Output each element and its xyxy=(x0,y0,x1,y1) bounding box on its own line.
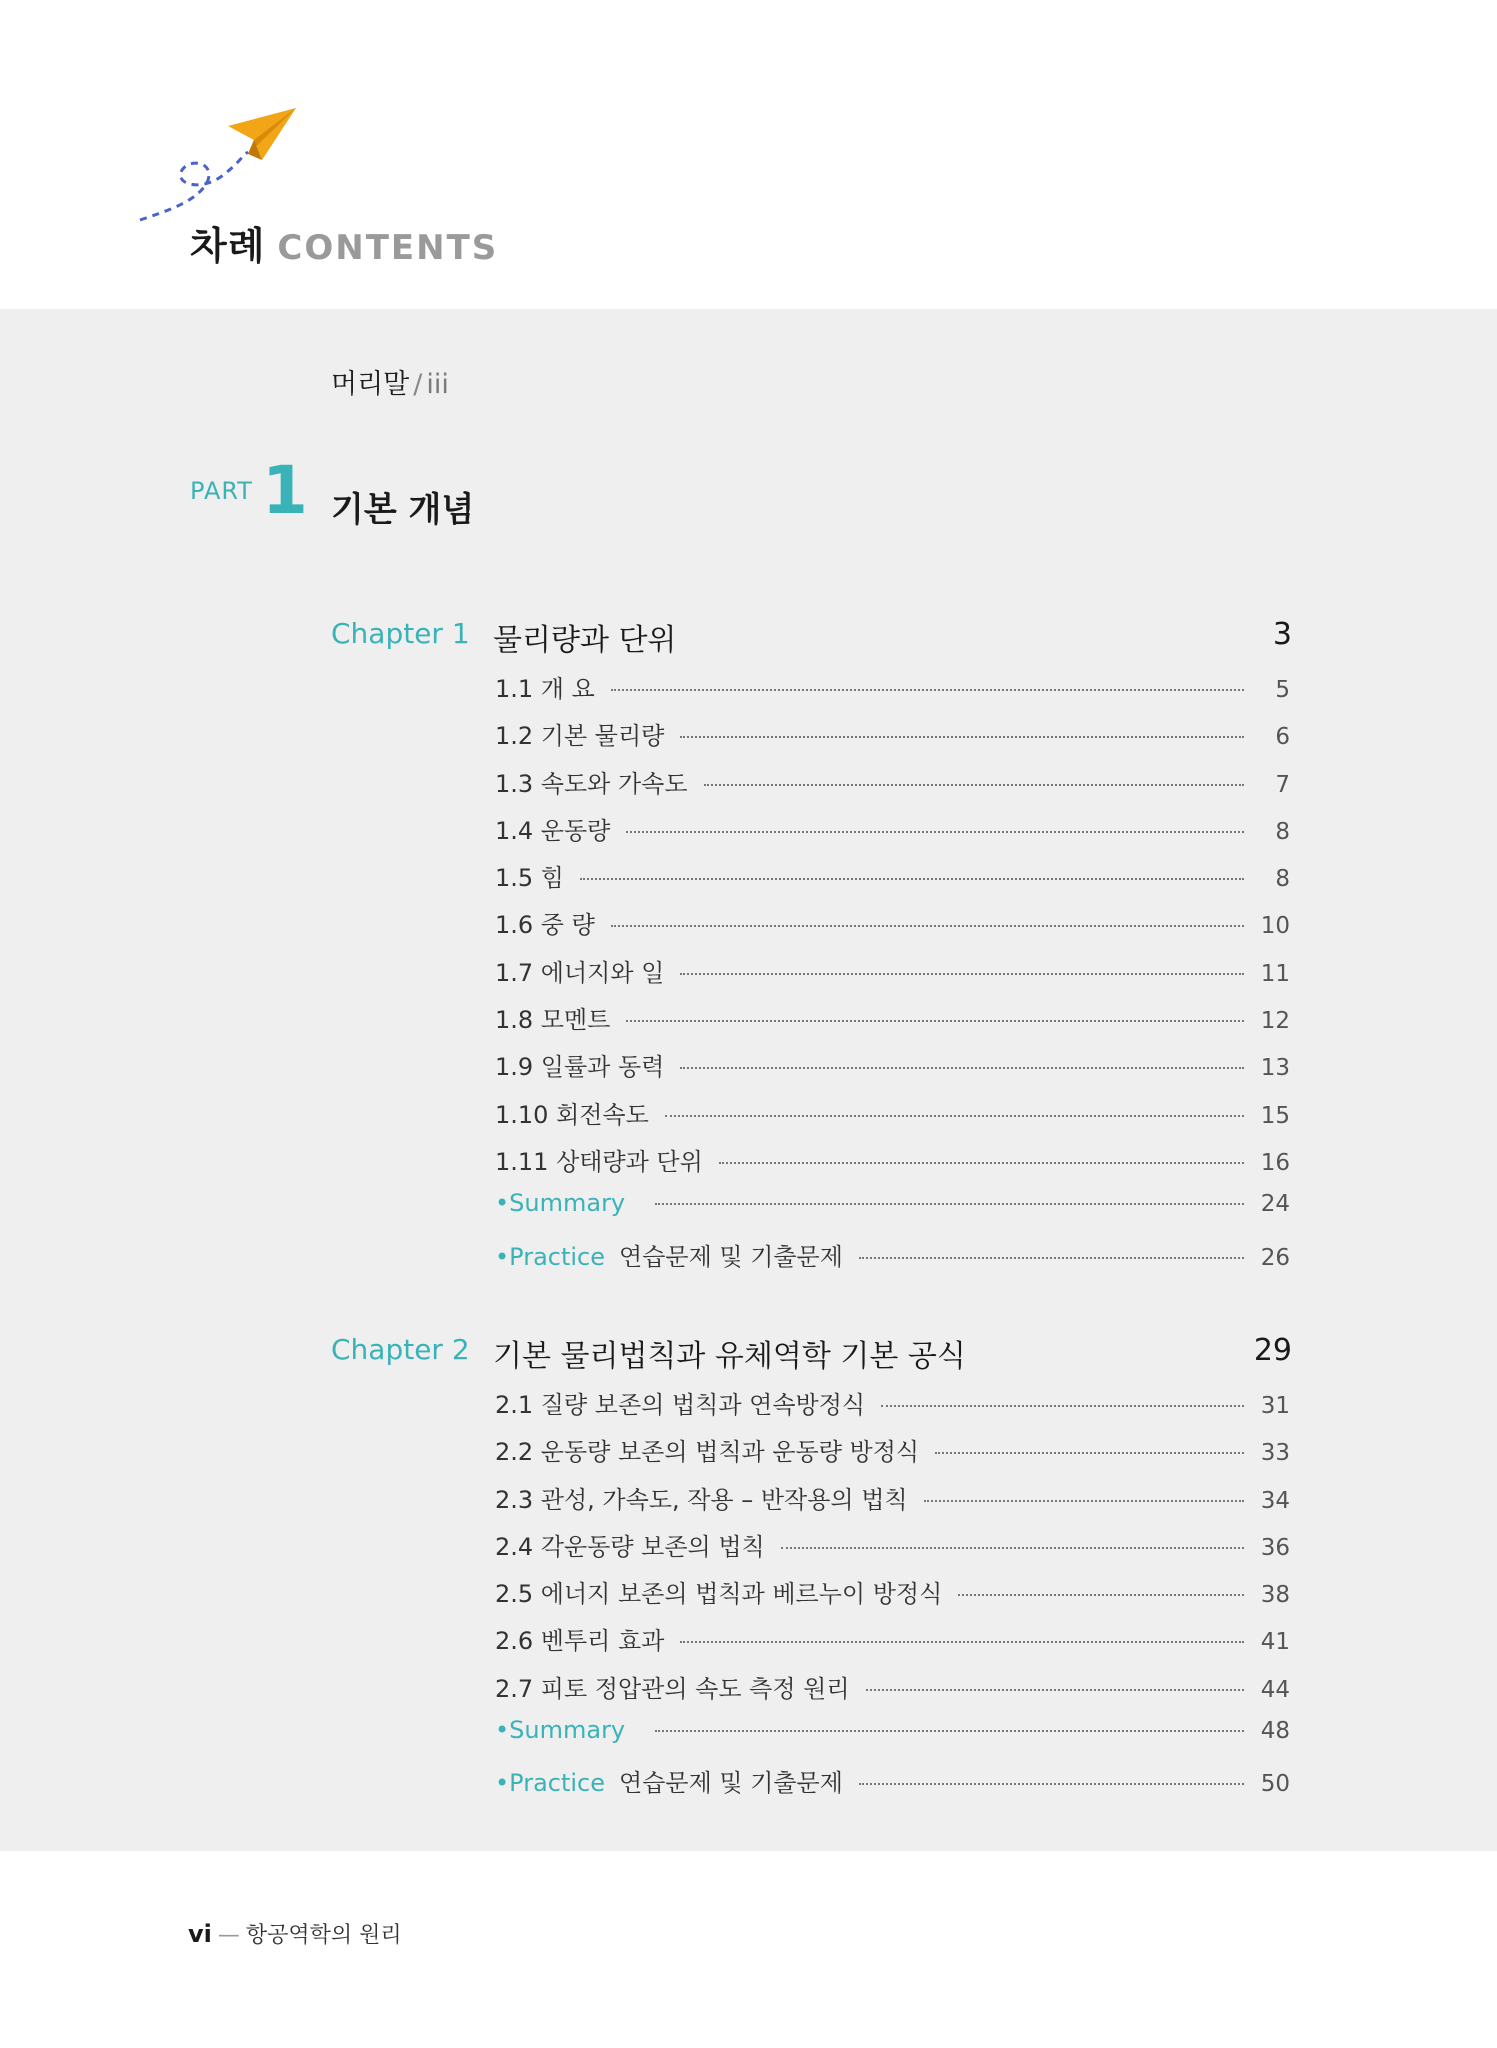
toc-page: 10 xyxy=(1260,913,1290,940)
toc-entry xyxy=(495,1047,664,1082)
toc-page: 8 xyxy=(1275,818,1290,845)
toc-entry xyxy=(495,764,688,799)
toc-row[interactable] xyxy=(495,1527,1290,1574)
toc-entry xyxy=(495,858,564,893)
toc-text: 2.3 관성, 가속도, 작용 – 반작용의 법칙 xyxy=(495,1485,908,1514)
toc-row[interactable] xyxy=(495,1669,1290,1716)
toc-text: 연습문제 및 기출문제 xyxy=(619,1769,843,1798)
toc-row[interactable] xyxy=(495,1237,1290,1284)
chapter-label: Chapter 1 xyxy=(331,617,470,650)
preface-label: 머리말 xyxy=(331,369,410,400)
toc-text: 연습문제 및 기출문제 xyxy=(619,1242,843,1271)
bullet-icon: • xyxy=(495,1716,510,1745)
toc-row[interactable] xyxy=(495,858,1290,905)
toc-text: 1.8 모멘트 xyxy=(495,1006,611,1035)
toc-accent-label: Summary xyxy=(509,1189,626,1218)
toc-page: 36 xyxy=(1260,1534,1290,1561)
toc-text: 1.6 중 량 xyxy=(495,911,595,940)
toc-entry xyxy=(495,811,610,846)
dot-leader xyxy=(626,1020,1244,1022)
toc-page: 8 xyxy=(1275,866,1290,893)
toc-entry xyxy=(495,1189,639,1217)
page-header xyxy=(0,0,1497,309)
toc-row[interactable] xyxy=(495,1142,1290,1189)
toc-entry xyxy=(495,669,595,704)
title-korean: 차례 xyxy=(190,224,266,268)
toc-text: 1.7 에너지와 일 xyxy=(495,958,665,987)
chapter-page: 29 xyxy=(1253,1333,1292,1368)
page-footer xyxy=(188,1918,402,1949)
dot-leader xyxy=(680,1641,1244,1643)
title-english: CONTENTS xyxy=(277,228,499,268)
toc-row[interactable] xyxy=(495,1095,1290,1142)
toc-row[interactable] xyxy=(495,905,1290,952)
dot-leader xyxy=(611,689,1244,691)
dot-leader xyxy=(924,1500,1244,1502)
toc-page: 7 xyxy=(1275,771,1290,798)
toc-page: 24 xyxy=(1260,1191,1290,1218)
toc-entry xyxy=(495,953,664,988)
toc-row[interactable] xyxy=(495,953,1290,1000)
toc-entry xyxy=(495,1716,639,1744)
bullet-icon: • xyxy=(495,1189,510,1218)
toc-page: 33 xyxy=(1260,1440,1290,1467)
section-list xyxy=(495,669,1290,1284)
toc-page: 26 xyxy=(1260,1244,1290,1271)
dot-leader xyxy=(626,831,1244,833)
toc-entry xyxy=(495,716,664,751)
toc-text: 2.5 에너지 보존의 법칙과 베르누이 방정식 xyxy=(495,1580,943,1609)
toc-entry xyxy=(495,1237,843,1272)
toc-entry xyxy=(495,1480,908,1515)
dot-leader xyxy=(859,1257,1244,1259)
dot-leader xyxy=(781,1547,1244,1549)
bullet-icon: • xyxy=(495,1242,510,1271)
toc-accent-label: Practice xyxy=(509,1769,606,1798)
toc-row[interactable] xyxy=(495,1385,1290,1432)
footer-dash: — xyxy=(217,1923,240,1948)
toc-page: 5 xyxy=(1275,677,1290,703)
book-title: 항공역학의 원리 xyxy=(245,1923,402,1948)
toc-page: 50 xyxy=(1260,1771,1290,1798)
toc-entry xyxy=(495,1142,703,1177)
toc-page: 12 xyxy=(1260,1008,1290,1035)
toc-text: 1.4 운동량 xyxy=(495,816,611,845)
toc-row[interactable] xyxy=(495,1047,1290,1094)
dot-leader xyxy=(580,878,1244,880)
part-number: 1 xyxy=(262,452,308,529)
toc-row[interactable] xyxy=(495,669,1290,716)
toc-entry xyxy=(495,905,595,940)
toc-row[interactable] xyxy=(495,1621,1290,1668)
toc-entry xyxy=(495,1432,919,1467)
dot-leader xyxy=(611,925,1244,927)
toc-row[interactable] xyxy=(495,1432,1290,1479)
dot-leader xyxy=(935,1452,1244,1454)
toc-text: 2.1 질량 보존의 법칙과 연속방정식 xyxy=(495,1391,866,1419)
part-label: PART xyxy=(190,477,253,505)
toc-page: 13 xyxy=(1260,1055,1290,1082)
chapter-page: 3 xyxy=(1272,617,1292,652)
toc-text: 1.5 힘 xyxy=(495,864,564,893)
toc-page: 31 xyxy=(1260,1393,1290,1419)
toc-page: 6 xyxy=(1275,724,1290,751)
toc-entry xyxy=(495,1385,865,1420)
dot-leader xyxy=(859,1783,1244,1785)
toc-row[interactable] xyxy=(495,764,1290,811)
toc-accent-label: Summary xyxy=(509,1716,626,1745)
toc-text: 2.4 각운동량 보존의 법칙 xyxy=(495,1532,765,1561)
dot-leader xyxy=(665,1115,1244,1117)
preface-page: iii xyxy=(426,369,449,400)
dot-leader xyxy=(655,1730,1244,1732)
toc-text: 1.10 회전속도 xyxy=(495,1100,649,1129)
toc-row[interactable] xyxy=(495,811,1290,858)
page-title xyxy=(190,215,498,270)
folio-number: vi xyxy=(188,1920,212,1948)
part-title: 기본 개념 xyxy=(331,490,475,530)
toc-entry xyxy=(495,1574,942,1609)
toc-page: 41 xyxy=(1260,1629,1290,1656)
toc-text: 1.11 상태량과 단위 xyxy=(495,1147,703,1176)
toc-entry xyxy=(495,1621,664,1656)
toc-text: 2.6 벤투리 효과 xyxy=(495,1627,665,1656)
toc-text: 1.1 개 요 xyxy=(495,675,595,703)
toc-page: 16 xyxy=(1260,1149,1290,1176)
toc-page: 11 xyxy=(1260,960,1290,987)
toc-entry xyxy=(495,1763,843,1798)
section-list xyxy=(495,1385,1290,1811)
toc-entry xyxy=(495,1527,765,1562)
toc-text: 2.7 피토 정압관의 속도 측정 원리 xyxy=(495,1674,850,1703)
dot-leader xyxy=(704,784,1244,786)
chapter-title[interactable]: 기본 물리법칙과 유체역학 기본 공식 xyxy=(493,1339,966,1374)
toc-row[interactable] xyxy=(495,1574,1290,1621)
toc-entry xyxy=(495,1669,850,1704)
toc-text: 1.9 일률과 동력 xyxy=(495,1053,665,1082)
toc-page: 38 xyxy=(1260,1582,1290,1609)
dot-leader xyxy=(680,736,1244,738)
dot-leader xyxy=(680,1067,1244,1069)
toc-page: 34 xyxy=(1260,1487,1290,1514)
bullet-icon: • xyxy=(495,1769,510,1798)
dot-leader xyxy=(881,1405,1244,1407)
toc-row[interactable] xyxy=(495,1716,1290,1763)
dot-leader xyxy=(719,1162,1244,1164)
dot-leader xyxy=(866,1689,1244,1691)
toc-page: 48 xyxy=(1260,1718,1290,1745)
dot-leader xyxy=(958,1594,1244,1596)
toc-row[interactable] xyxy=(495,1763,1290,1810)
toc-row[interactable] xyxy=(495,1480,1290,1527)
preface-entry[interactable] xyxy=(331,362,449,401)
toc-page: 15 xyxy=(1260,1102,1290,1129)
toc-entry xyxy=(495,1000,610,1035)
toc-page: 44 xyxy=(1260,1676,1290,1703)
dot-leader xyxy=(680,973,1244,975)
toc-text: 1.2 기본 물리량 xyxy=(495,722,665,751)
paper-plane-icon xyxy=(130,100,320,230)
toc-text: 2.2 운동량 보존의 법칙과 운동량 방정식 xyxy=(495,1438,920,1467)
toc-accent-label: Practice xyxy=(509,1242,606,1271)
toc-row[interactable] xyxy=(495,1189,1290,1236)
chapter-label: Chapter 2 xyxy=(331,1333,470,1366)
preface-separator: / xyxy=(413,369,423,400)
toc-entry xyxy=(495,1095,649,1130)
dot-leader xyxy=(655,1203,1244,1205)
toc-text: 1.3 속도와 가속도 xyxy=(495,769,688,798)
chapter-title[interactable]: 물리량과 단위 xyxy=(493,623,677,658)
toc-row[interactable] xyxy=(495,716,1290,763)
toc-row[interactable] xyxy=(495,1000,1290,1047)
